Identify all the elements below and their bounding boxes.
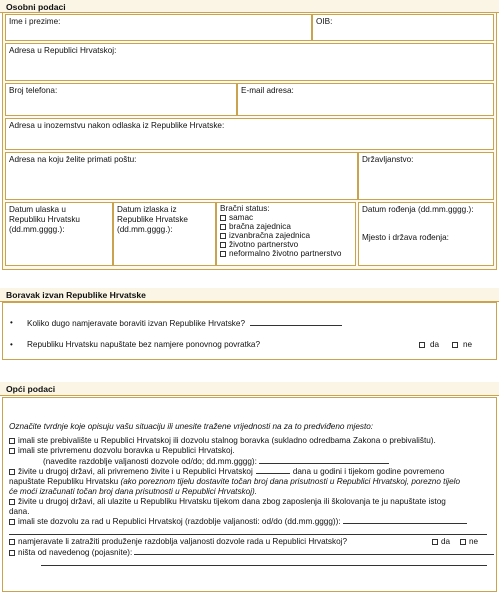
birth-place-label: Mjesto i država rođenja: — [362, 232, 449, 242]
checkbox[interactable] — [419, 342, 425, 348]
checkbox[interactable] — [9, 448, 15, 454]
explain-input[interactable] — [134, 547, 494, 555]
no-return-da-option[interactable]: da — [419, 340, 439, 349]
checkbox[interactable] — [220, 251, 226, 257]
statement-prebivaliste[interactable]: imali ste prebivalište u Republici Hrvatskoj ili dozvolu stalnog boravka (sukladno odredbama Zakona o prebivalištu). — [9, 436, 494, 446]
checkbox[interactable] — [9, 469, 15, 475]
boravak-frame — [2, 302, 497, 360]
statement-dozvola-rad-line2 — [9, 527, 494, 537]
exit-date-label-1: Datum izlaska iz — [117, 205, 177, 214]
mail-address-field[interactable] — [5, 152, 358, 200]
checkbox[interactable] — [9, 539, 15, 545]
email-field[interactable] — [237, 83, 494, 116]
address-abroad-label: Adresa u inozemstvu nakon odlaska iz Republike Hrvatske: — [9, 121, 225, 130]
checkbox[interactable] — [9, 438, 15, 444]
produzenje-da-option[interactable]: da — [432, 537, 450, 547]
citizenship-label: Državljanstvo: — [362, 155, 414, 164]
entry-date-field[interactable] — [5, 202, 113, 266]
section-header-opci — [0, 382, 499, 396]
checkbox[interactable] — [220, 242, 226, 248]
produzenje-ne-option[interactable]: ne — [460, 537, 478, 547]
statement-nista-line2 — [9, 558, 494, 568]
statement-privremena-period: (navedite razdoblje valjanosti dozvole od/do; dd.mm.gggg): — [9, 456, 494, 467]
checkbox[interactable] — [220, 233, 226, 239]
checkbox[interactable] — [9, 499, 15, 505]
statement-dnevni-ulazak[interactable]: živite u drugoj državi, ali ulazite u Republiku Hrvatsku tijekom dana zbog zaposlenja ili školovanja te ju napuštate istog — [9, 497, 494, 507]
opci-intro: Označite tvrdnje koje opisuju vašu situaciju ili unesite tražene vrijednosti na za to predviđeno mjesto: — [9, 422, 374, 431]
birth-date-label: Datum rođenja (dd.mm.gggg.): — [362, 205, 474, 214]
period-input[interactable] — [259, 456, 389, 464]
name-label: Ime i prezime: — [9, 17, 61, 26]
statement-zivite-line3: će moći izračunati točan broj dana prisutnosti u Republici Hrvatskoj). — [9, 486, 258, 496]
days-input[interactable] — [256, 466, 290, 474]
phone-field[interactable] — [5, 83, 237, 116]
checkbox[interactable] — [9, 519, 15, 525]
address-abroad-field[interactable] — [5, 118, 494, 150]
question-duration-label: Koliko dugo namjeravate boraviti izvan Republike Hrvatske? — [27, 319, 245, 328]
marital-status-group — [216, 202, 356, 266]
question-duration — [27, 318, 342, 328]
marital-status-label: Bračni status: — [220, 204, 270, 213]
statement-nista[interactable]: ništa od navedenog (pojasnite): — [9, 547, 494, 558]
checkbox[interactable] — [220, 215, 226, 221]
bullet-icon: • — [10, 318, 13, 327]
statement-zivite-line2: napuštate Republiku Hrvatsku (ako poreznom tijelu dostavite točan broj dana prisutnosti u Republici Hrvatskoj, porezno tijelo — [9, 477, 461, 487]
checkbox[interactable] — [432, 539, 438, 545]
entry-date-label-2: Republiku Hrvatsku — [9, 214, 80, 224]
no-return-ne-option[interactable]: ne — [452, 340, 472, 349]
statement-dozvola-rad[interactable]: imali ste dozvolu za rad u Republici Hrvatskoj (razdoblje valjanosti: od/do (dd.mm.gggg)): — [9, 516, 494, 527]
work-permit-input[interactable] — [343, 516, 467, 524]
name-field[interactable] — [5, 14, 312, 41]
marital-option-izvanbracna[interactable]: izvanbračna zajednica — [220, 232, 352, 241]
statement-produzenje[interactable]: namjeravate li zatražiti produženje razdoblja valjanosti dozvole rada u Republici Hrvatskoj? da ne — [9, 537, 494, 547]
citizenship-field[interactable] — [358, 152, 494, 200]
marital-option-zivotno[interactable]: životno partnerstvo — [220, 241, 352, 250]
statement-zivite-privremeno[interactable]: živite u drugoj državi, ali privremeno živite i u Republici Hrvatskoj dana u godini i tijekom godine povremeno — [9, 466, 494, 477]
address-hr-label: Adresa u Republici Hrvatskoj: — [9, 46, 117, 55]
section-title-osobni: Osobni podaci — [6, 2, 66, 12]
work-permit-input-2[interactable] — [9, 527, 487, 535]
opci-statements — [9, 436, 494, 568]
checkbox[interactable] — [220, 224, 226, 230]
exit-date-label-3: (dd.mm.gggg.): — [117, 224, 173, 234]
question-no-return-label: Republiku Hrvatsku napuštate bez namjere ponovnog povratka? — [27, 340, 261, 349]
oib-label: OIB: — [316, 17, 333, 26]
bullet-icon: • — [10, 340, 13, 349]
marital-option-samac[interactable]: samac — [220, 214, 352, 223]
exit-date-label-2: Republike Hrvatske — [117, 214, 188, 224]
entry-date-label-3: (dd.mm.gggg.): — [9, 224, 65, 234]
checkbox[interactable] — [452, 342, 458, 348]
marital-option-neformalno[interactable]: neformalno životno partnerstvo — [220, 250, 352, 259]
address-hr-field[interactable] — [5, 43, 494, 81]
checkbox[interactable] — [9, 550, 15, 556]
birth-field[interactable] — [358, 202, 494, 266]
exit-date-field[interactable] — [113, 202, 216, 266]
checkbox[interactable] — [460, 539, 466, 545]
mail-address-label: Adresa na koju želite primati poštu: — [9, 155, 137, 164]
phone-label: Broj telefona: — [9, 86, 58, 95]
statement-dnevni-ulazak-line2: dana. — [9, 506, 30, 516]
duration-input[interactable] — [250, 318, 342, 326]
marital-option-bracna[interactable]: bračna zajednica — [220, 223, 352, 232]
explain-input-2[interactable] — [41, 558, 487, 566]
section-title-opci: Opći podaci — [6, 384, 56, 394]
oib-field[interactable] — [312, 14, 494, 41]
email-label: E-mail adresa: — [241, 86, 294, 95]
section-title-boravak: Boravak izvan Republike Hrvatske — [6, 290, 146, 300]
statement-privremena[interactable]: imali ste privremenu dozvolu boravka u Republici Hrvatskoj. — [9, 446, 494, 456]
entry-date-label-1: Datum ulaska u — [9, 205, 66, 214]
